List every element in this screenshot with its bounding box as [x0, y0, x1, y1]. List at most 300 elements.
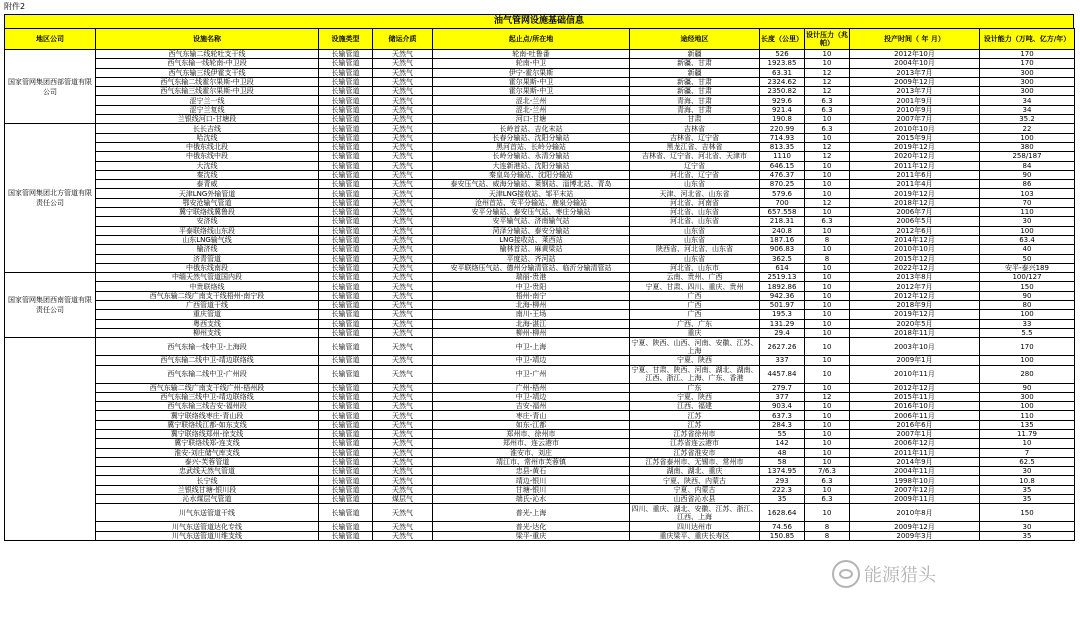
cell-capacity: 90	[980, 170, 1075, 179]
cell-route: 普光-达化	[433, 522, 630, 531]
cell-route: 泰安压气站、威海分输站、莱钢站、淄博北站、青岛	[433, 180, 630, 189]
cell-name: 山东LNG输气线	[96, 235, 319, 244]
cell-capacity: 280	[980, 365, 1075, 383]
cell-length: 1110	[760, 152, 805, 161]
cell-route: 伊宁-霍尔果斯	[433, 68, 630, 77]
cell-region: 山西省沁水县	[630, 495, 760, 504]
table-row	[5, 383, 1075, 392]
cell-date: 2001年9月	[850, 96, 980, 105]
cell-medium: 天然气	[373, 319, 433, 328]
cell-route: 轮南-中卫	[433, 59, 630, 68]
cell-length: 293	[760, 476, 805, 485]
cell-pressure: 12	[805, 198, 850, 207]
watermark	[832, 560, 936, 588]
cell-pressure: 10	[805, 356, 850, 365]
table-row	[5, 263, 1075, 272]
cell-date: 2013年8月	[850, 273, 980, 282]
cell-date: 2009年3月	[850, 531, 980, 540]
cell-capacity: 30	[980, 217, 1075, 226]
cell-date: 2004年11月	[850, 467, 980, 476]
cell-date: 2013年7月	[850, 87, 980, 96]
cell-medium: 煤层气	[373, 495, 433, 504]
cell-route: 菏泽分输站、泰安分输站	[433, 226, 630, 235]
cell-date: 2010年10月	[850, 124, 980, 133]
cell-region: 河北省、河南省	[630, 198, 760, 207]
cell-medium: 天然气	[373, 133, 433, 142]
cell-pressure: 10	[805, 226, 850, 235]
table-row	[5, 217, 1075, 226]
header-region: 途经地区	[630, 29, 760, 50]
cell-medium: 天然气	[373, 457, 433, 466]
cell-pressure: 8	[805, 235, 850, 244]
cell-medium: 天然气	[373, 198, 433, 207]
table-row	[5, 254, 1075, 263]
cell-type: 长输管道	[319, 282, 373, 291]
cell-name: 兰银线河口-甘塘段	[96, 115, 319, 124]
cell-name: 重庆管道	[96, 310, 319, 319]
cell-region: 天津、河北省、山东省	[630, 189, 760, 198]
cell-capacity: 86	[980, 180, 1075, 189]
cell-type: 长输管道	[319, 59, 373, 68]
wechat-icon	[832, 560, 860, 588]
cell-capacity: 103	[980, 189, 1075, 198]
header-length: 长度（公里）	[760, 29, 805, 50]
cell-name: 中俄东线中段	[96, 152, 319, 161]
cell-region: 广西	[630, 310, 760, 319]
cell-name: 川气东送管道达化专线	[96, 522, 319, 531]
cell-pressure: 10	[805, 420, 850, 429]
cell-medium: 天然气	[373, 180, 433, 189]
cell-medium: 天然气	[373, 282, 433, 291]
cell-length: 218.31	[760, 217, 805, 226]
cell-type: 长输管道	[319, 170, 373, 179]
cell-date: 2006年7月	[850, 208, 980, 217]
cell-region: 青海、甘肃	[630, 96, 760, 105]
cell-pressure: 10	[805, 282, 850, 291]
cell-length: 58	[760, 457, 805, 466]
cell-name: 西气东输二线中卫-广州段	[96, 365, 319, 383]
cell-pressure: 10	[805, 115, 850, 124]
cell-region: 江苏	[630, 420, 760, 429]
cell-name: 泰青威	[96, 180, 319, 189]
cell-capacity: 11.79	[980, 429, 1075, 438]
table-row	[5, 495, 1075, 504]
cell-capacity: 258/187	[980, 152, 1075, 161]
cell-capacity: 100/127	[980, 273, 1075, 282]
cell-capacity: 22	[980, 124, 1075, 133]
cell-capacity: 34	[980, 96, 1075, 105]
cell-medium: 天然气	[373, 522, 433, 531]
table-row	[5, 411, 1075, 420]
table-row	[5, 429, 1075, 438]
table-row	[5, 124, 1075, 133]
cell-capacity: 63.4	[980, 235, 1075, 244]
cell-pressure: 10	[805, 161, 850, 170]
cell-type: 长输管道	[319, 198, 373, 207]
table-row	[5, 439, 1075, 448]
cell-region: 重庆梁平、重庆长寿区	[630, 531, 760, 540]
cell-capacity: 300	[980, 68, 1075, 77]
table-row	[5, 133, 1075, 142]
cell-region: 宁夏、甘肃、四川、重庆、贵州	[630, 282, 760, 291]
cell-region: 吉林省、辽宁省	[630, 133, 760, 142]
cell-route: 郑州市、徐州市	[433, 429, 630, 438]
cell-date: 2007年1月	[850, 429, 980, 438]
cell-length: 2324.62	[760, 77, 805, 86]
cell-date: 2004年10月	[850, 59, 980, 68]
cell-pressure: 10	[805, 448, 850, 457]
cell-route: 梁平-重庆	[433, 531, 630, 540]
cell-route: 北海-湛江	[433, 319, 630, 328]
cell-length: 2350.82	[760, 87, 805, 96]
cell-date: 2014年9月	[850, 457, 980, 466]
cell-type: 长输管道	[319, 402, 373, 411]
company-cell: 国家管网集团西部管道有限公司	[5, 50, 96, 124]
cell-capacity: 10.8	[980, 476, 1075, 485]
cell-medium: 天然气	[373, 142, 433, 151]
cell-date: 2016年6月	[850, 420, 980, 429]
cell-capacity: 100	[980, 402, 1075, 411]
cell-capacity: 35.2	[980, 115, 1075, 124]
cell-type: 长输管道	[319, 485, 373, 494]
table-row	[5, 198, 1075, 207]
cell-region: 江苏省连云港市	[630, 439, 760, 448]
cell-length: 222.3	[760, 485, 805, 494]
cell-type: 长输管道	[319, 301, 373, 310]
cell-length: 614	[760, 263, 805, 272]
cell-capacity: 35	[980, 531, 1075, 540]
cell-route: 长春分输站、沈阳分输站	[433, 133, 630, 142]
table-row	[5, 291, 1075, 300]
cell-pressure: 10	[805, 273, 850, 282]
table-row	[5, 282, 1075, 291]
table-row	[5, 392, 1075, 401]
cell-capacity: 300	[980, 87, 1075, 96]
cell-name: 中俄东线南段	[96, 263, 319, 272]
cell-type: 长输管道	[319, 310, 373, 319]
cell-capacity: 35	[980, 485, 1075, 494]
cell-length: 646.15	[760, 161, 805, 170]
cell-capacity: 80	[980, 301, 1075, 310]
table-row	[5, 152, 1075, 161]
cell-region: 新疆	[630, 68, 760, 77]
cell-name: 中贵联络线	[96, 282, 319, 291]
cell-medium: 天然气	[373, 301, 433, 310]
cell-medium: 天然气	[373, 531, 433, 540]
cell-medium: 天然气	[373, 263, 433, 272]
cell-name: 西气东输二线轮吐支干线	[96, 50, 319, 59]
cell-name: 西气东输二线中卫-靖边联络线	[96, 356, 319, 365]
cell-region: 山东省	[630, 226, 760, 235]
cell-region: 广西	[630, 291, 760, 300]
cell-route: 平度站、齐河站	[433, 254, 630, 263]
table-row	[5, 115, 1075, 124]
cell-medium: 天然气	[373, 189, 433, 198]
cell-name: 中缅天然气管道国内段	[96, 273, 319, 282]
cell-region: 山东省	[630, 235, 760, 244]
table-row	[5, 328, 1075, 337]
table-row	[5, 77, 1075, 86]
cell-route: 涩北-兰州	[433, 96, 630, 105]
cell-region: 江西、福建	[630, 402, 760, 411]
table-row	[5, 485, 1075, 494]
cell-name: 西气东输二线广南支干线梧州-南宁段	[96, 291, 319, 300]
table-row	[5, 301, 1075, 310]
cell-pressure: 10	[805, 457, 850, 466]
cell-medium: 天然气	[373, 226, 433, 235]
cell-pressure: 6.3	[805, 495, 850, 504]
cell-pressure: 6.3	[805, 96, 850, 105]
cell-route: 普光-上海	[433, 504, 630, 522]
cell-length: 377	[760, 392, 805, 401]
table-row	[5, 208, 1075, 217]
cell-type: 长输管道	[319, 124, 373, 133]
header-name: 设施名称	[96, 29, 319, 50]
company-cell: 国家管网集团西南管道有限责任公司	[5, 273, 96, 338]
cell-region: 河北省、山东省	[630, 208, 760, 217]
cell-route: 榆林首站、麻黄梁站	[433, 245, 630, 254]
cell-region: 宁夏、内蒙古	[630, 485, 760, 494]
cell-pressure: 10	[805, 338, 850, 356]
cell-pressure: 10	[805, 208, 850, 217]
table-title: 油气管网设施基础信息	[4, 14, 1074, 29]
cell-date: 2011年11月	[850, 448, 980, 457]
cell-route: 天津LNG接收站、邹平末站	[433, 189, 630, 198]
cell-name: 秦沈线	[96, 170, 319, 179]
header-capacity: 设计能力（万吨、亿方/年）	[980, 29, 1075, 50]
cell-name: 忠武线天然气管道	[96, 467, 319, 476]
cell-date: 2010年8月	[850, 504, 980, 522]
cell-medium: 天然气	[373, 77, 433, 86]
table-row	[5, 180, 1075, 189]
cell-date: 2020年5月	[850, 319, 980, 328]
cell-route: 涩北-兰州	[433, 105, 630, 114]
header-date: 投产时间（ 年 月）	[850, 29, 980, 50]
cell-route: 端氏-沁水	[433, 495, 630, 504]
cell-name: 大沈线	[96, 161, 319, 170]
cell-region: 新疆、甘肃	[630, 59, 760, 68]
cell-route: 靖江市、常州市芙蓉镇	[433, 457, 630, 466]
cell-date: 2020年12月	[850, 152, 980, 161]
cell-route: 中卫-上海	[433, 338, 630, 356]
cell-date: 2018年12月	[850, 198, 980, 207]
cell-region: 宁夏、甘肃、陕西、河南、湖北、湖南、江西、浙江、上海、广东、香港	[631, 366, 758, 382]
cell-region: 新疆、甘肃	[630, 77, 760, 86]
cell-name: 西气东输三线吉安-福州段	[96, 402, 319, 411]
cell-capacity: 100	[980, 310, 1075, 319]
cell-date: 2019年12月	[850, 142, 980, 151]
cell-pressure: 12	[805, 392, 850, 401]
cell-region: 湖南、湖北、重庆	[630, 467, 760, 476]
cell-capacity: 380	[980, 142, 1075, 151]
cell-name: 沁水煤层气管道	[96, 495, 319, 504]
cell-pressure: 10	[805, 170, 850, 179]
table-row	[5, 402, 1075, 411]
cell-route: 如东-江都	[433, 420, 630, 429]
cell-date: 2010年9月	[850, 105, 980, 114]
cell-capacity: 170	[980, 50, 1075, 59]
cell-region: 云南、贵州、广西	[630, 273, 760, 282]
cell-capacity: 110	[980, 411, 1075, 420]
cell-route: 安平输气站、济南输气站	[433, 217, 630, 226]
cell-length: 870.25	[760, 180, 805, 189]
cell-name: 兰银线甘塘-银川段	[96, 485, 319, 494]
cell-date: 2015年9月	[850, 133, 980, 142]
cell-type: 长输管道	[319, 467, 373, 476]
cell-capacity: 170	[980, 338, 1075, 356]
cell-type: 长输管道	[319, 495, 373, 504]
cell-pressure: 10	[805, 263, 850, 272]
cell-region: 河北省、辽宁省	[630, 170, 760, 179]
company-cell: 国家管网集团北方管道有限责任公司	[5, 124, 96, 273]
cell-medium: 天然气	[373, 254, 433, 263]
header-pressure: 设计压力（兆帕）	[805, 29, 850, 50]
cell-medium: 天然气	[373, 310, 433, 319]
cell-region: 广西	[630, 301, 760, 310]
cell-region: 宁夏、陕西	[630, 356, 760, 365]
cell-length: 220.99	[760, 124, 805, 133]
cell-name: 中俄东线北段	[96, 142, 319, 151]
cell-name: 哈沈线	[96, 133, 319, 142]
cell-region: 辽宁省	[630, 161, 760, 170]
cell-type: 长输管道	[319, 263, 373, 272]
cell-date: 1998年10月	[850, 476, 980, 485]
table-row	[5, 50, 1075, 59]
cell-region: 宁夏、陕西、山西、河南、安徽、江苏、上海	[631, 338, 758, 355]
cell-pressure: 6.3	[805, 124, 850, 133]
cell-pressure: 10	[805, 133, 850, 142]
cell-pressure: 8	[805, 254, 850, 263]
cell-route: 安平联络压气站、德州分输清管站、临沂分输清管站	[433, 263, 630, 272]
cell-region: 广东	[630, 383, 760, 392]
table-row	[5, 170, 1075, 179]
header-row	[5, 29, 1075, 50]
cell-length: 337	[760, 356, 805, 365]
cell-route: 淮安市、刘庄	[433, 448, 630, 457]
cell-medium: 天然气	[373, 105, 433, 114]
cell-length: 131.29	[760, 319, 805, 328]
cell-route: 黑河首站、长岭分输站	[433, 142, 630, 151]
cell-type: 长输管道	[319, 365, 373, 383]
cell-name: 川气东送管道干线	[96, 504, 319, 522]
cell-pressure: 10	[805, 429, 850, 438]
cell-type: 长输管道	[319, 531, 373, 540]
cell-medium: 天然气	[373, 87, 433, 96]
cell-date: 2018年9月	[850, 301, 980, 310]
cell-capacity: 33	[980, 319, 1075, 328]
cell-route: 安平分输站、泰安压气站、枣庄分输站	[433, 208, 630, 217]
table-row	[5, 467, 1075, 476]
cell-capacity: 100	[980, 133, 1075, 142]
cell-route: 长岭首站、吉化末站	[433, 124, 630, 133]
cell-type: 长输管道	[319, 68, 373, 77]
cell-pressure: 10	[805, 319, 850, 328]
cell-pressure: 12	[805, 142, 850, 151]
cell-date: 2019年12月	[850, 189, 980, 198]
cell-region: 江苏省徐州市	[630, 429, 760, 438]
cell-length: 362.5	[760, 254, 805, 263]
cell-length: 1628.64	[760, 504, 805, 522]
cell-length: 48	[760, 448, 805, 457]
cell-pressure: 8	[805, 531, 850, 540]
cell-type: 长输管道	[319, 254, 373, 263]
table-row	[5, 189, 1075, 198]
cell-type: 长输管道	[319, 217, 373, 226]
cell-region: 四川、重庆、湖北、安徽、江苏、浙江、江西、上海	[631, 504, 758, 521]
cell-length: 190.8	[760, 115, 805, 124]
table-row	[5, 522, 1075, 531]
table-row	[5, 87, 1075, 96]
cell-type: 长输管道	[319, 77, 373, 86]
cell-name: 济青管道	[96, 254, 319, 263]
cell-pressure: 12	[805, 77, 850, 86]
cell-date: 2009年12月	[850, 77, 980, 86]
cell-length: 150.85	[760, 531, 805, 540]
cell-date: 2003年10月	[850, 338, 980, 356]
cell-medium: 天然气	[373, 392, 433, 401]
cell-capacity: 50	[980, 254, 1075, 263]
cell-name: 冀宁联络线江都-如东支线	[96, 420, 319, 429]
cell-pressure: 10	[805, 383, 850, 392]
cell-pressure: 10	[805, 365, 850, 383]
cell-length: 187.16	[760, 235, 805, 244]
cell-length: 2627.26	[760, 338, 805, 356]
cell-date: 2012年12月	[850, 383, 980, 392]
cell-name: 冀宁联络线郑-连支线	[96, 439, 319, 448]
table-row	[5, 273, 1075, 282]
table-row	[5, 365, 1075, 383]
table-row	[5, 310, 1075, 319]
cell-date: 2012年7月	[850, 282, 980, 291]
cell-medium: 天然气	[373, 50, 433, 59]
cell-name: 西气东输三线伊霍支干线	[96, 68, 319, 77]
table-row	[5, 161, 1075, 170]
cell-pressure: 10	[805, 411, 850, 420]
cell-type: 长输管道	[319, 338, 373, 356]
cell-route: 忠县-黄石	[433, 467, 630, 476]
cell-type: 长输管道	[319, 189, 373, 198]
cell-date: 2015年11月	[850, 392, 980, 401]
cell-capacity: 100	[980, 226, 1075, 235]
cell-date: 2009年12月	[850, 522, 980, 531]
cell-length: 35	[760, 495, 805, 504]
cell-region: 黑龙江省、吉林省	[630, 142, 760, 151]
cell-capacity: 5.5	[980, 328, 1075, 337]
cell-capacity: 30	[980, 467, 1075, 476]
cell-medium: 天然气	[373, 448, 433, 457]
table-row	[5, 68, 1075, 77]
cell-medium: 天然气	[373, 161, 433, 170]
cell-route: 瑞丽-贵港	[433, 273, 630, 282]
cell-length: 700	[760, 198, 805, 207]
cell-medium: 天然气	[373, 59, 433, 68]
cell-region: 宁夏、陕西	[630, 392, 760, 401]
cell-name: 西气东输一线中卫-上海段	[96, 338, 319, 356]
cell-capacity: 300	[980, 77, 1075, 86]
cell-date: 2012年6月	[850, 226, 980, 235]
table-row	[5, 356, 1075, 365]
cell-length: 279.7	[760, 383, 805, 392]
cell-type: 长输管道	[319, 273, 373, 282]
cell-date: 2007年7月	[850, 115, 980, 124]
cell-type: 长输管道	[319, 411, 373, 420]
cell-medium: 天然气	[373, 115, 433, 124]
cell-capacity: 150	[980, 282, 1075, 291]
cell-pressure: 6.3	[805, 476, 850, 485]
cell-name: 冀宁联络线冀鲁段	[96, 208, 319, 217]
cell-length: 240.8	[760, 226, 805, 235]
cell-capacity: 135	[980, 420, 1075, 429]
